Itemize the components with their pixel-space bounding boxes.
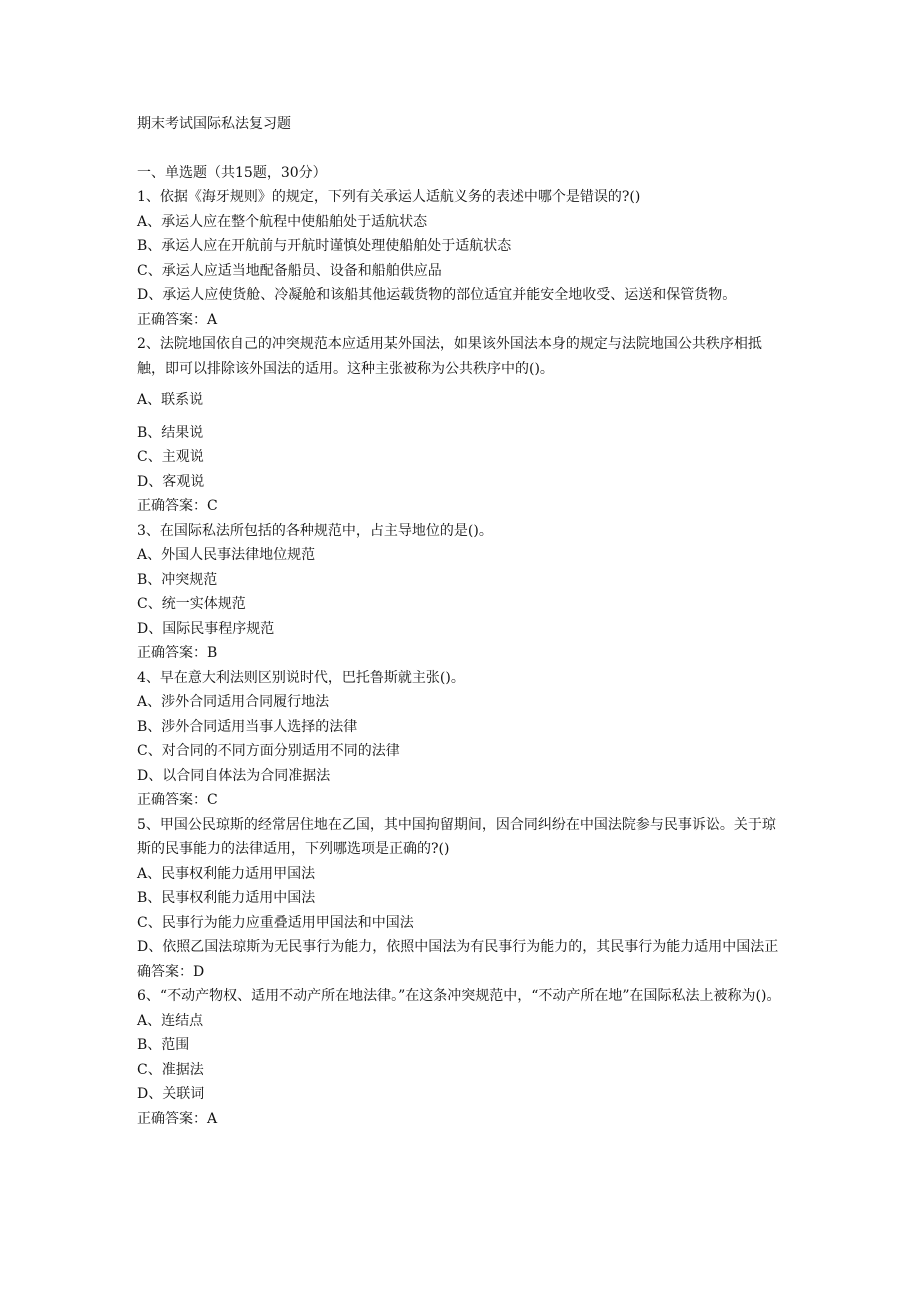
option-b: B、结果说: [137, 424, 204, 441]
question-3: [137, 519, 787, 666]
answer: 正确答案：B: [137, 645, 218, 661]
option-c: C、主观说: [137, 449, 204, 465]
section-heading: 一、单选题（共15题，30分）: [137, 164, 327, 181]
option-d: D、承运人应使货舱、冷凝舱和该船其他运载货物的部位适宜并能安全地收受、运送和保管货物。: [137, 287, 737, 303]
option-b: B、冲突规范: [137, 571, 218, 588]
option-d: D、关联词: [137, 1086, 205, 1102]
question-stem: 5、甲国公民琼斯的经常居住地在乙国，其中国拘留期间，因合同纠纷在中国法院参与民事诉讼。关于琼斯的民事能力的法律适用，下列哪选项是正确的?(): [137, 816, 776, 857]
option-c: C、对合同的不同方面分别适用不同的法律: [137, 743, 400, 759]
option-c: C、民事行为能力应重叠适用甲国法和中国法: [137, 914, 414, 931]
option-a: A、联系说: [137, 392, 204, 408]
question-stem: 4、早在意大利法则区别说时代，巴托鲁斯就主张()。: [137, 669, 465, 686]
option-d: D、依照乙国法琼斯为无民事行为能力，依照中国法为有民事行为能力的，其民事行为能力适用中国法正确答案：D: [137, 939, 779, 980]
option-d: D、国际民事程序规范: [137, 620, 275, 637]
option-b: B、涉外合同适用当事人选择的法律: [137, 718, 358, 735]
question-5: [137, 813, 787, 985]
option-c: C、统一实体规范: [137, 596, 246, 612]
option-b: B、民事权利能力适用中国法: [137, 890, 316, 906]
option-b: B、承运人应在开航前与开航时谨慎处理使船舶处于适航状态: [137, 238, 512, 254]
answer: 正确答案：A: [137, 1110, 218, 1127]
option-a: A、外国人民事法律地位规范: [137, 547, 316, 563]
option-a: A、涉外合同适用合同履行地法: [137, 694, 330, 710]
question-4: [137, 666, 787, 813]
answer: 正确答案：C: [137, 792, 218, 808]
question-stem: 2、法院地国依自己的冲突规范本应适用某外国法，如果该外国法本身的规定与法院地国公共秩序相抵触，即可以排除该外国法的适用。这种主张被称为公共秩序中的()。: [137, 336, 762, 377]
question-stem: 1、依据《海牙规则》的规定，下列有关承运人适航义务的表述中哪个是错误的?(): [137, 189, 641, 205]
question-6: [137, 984, 787, 1131]
option-c: C、准据法: [137, 1061, 204, 1078]
option-d: D、以合同自体法为合同准据法: [137, 767, 331, 784]
document-page: [137, 112, 787, 1131]
option-a: A、承运人应在整个航程中使船舶处于适航状态: [137, 213, 428, 230]
question-stem: 6、“不动产物权、适用不动产所在地法律。”在这条冲突规范中，“不动产所在地”在国际私法上被称为()。: [137, 988, 781, 1004]
document-title: 期末考试国际私法复习题: [137, 116, 291, 132]
answer: 正确答案：A: [137, 311, 218, 328]
question-1: [137, 185, 787, 332]
option-b: B、范围: [137, 1037, 190, 1053]
option-d: D、客观说: [137, 473, 205, 490]
question-2: [137, 332, 787, 519]
option-a: A、民事权利能力适用甲国法: [137, 865, 316, 882]
option-c: C、承运人应适当地配备船员、设备和船舶供应品: [137, 262, 442, 279]
option-a: A、连结点: [137, 1012, 204, 1029]
answer: 正确答案：C: [137, 498, 218, 514]
question-stem: 3、在国际私法所包括的各种规范中，占主导地位的是()。: [137, 522, 493, 539]
